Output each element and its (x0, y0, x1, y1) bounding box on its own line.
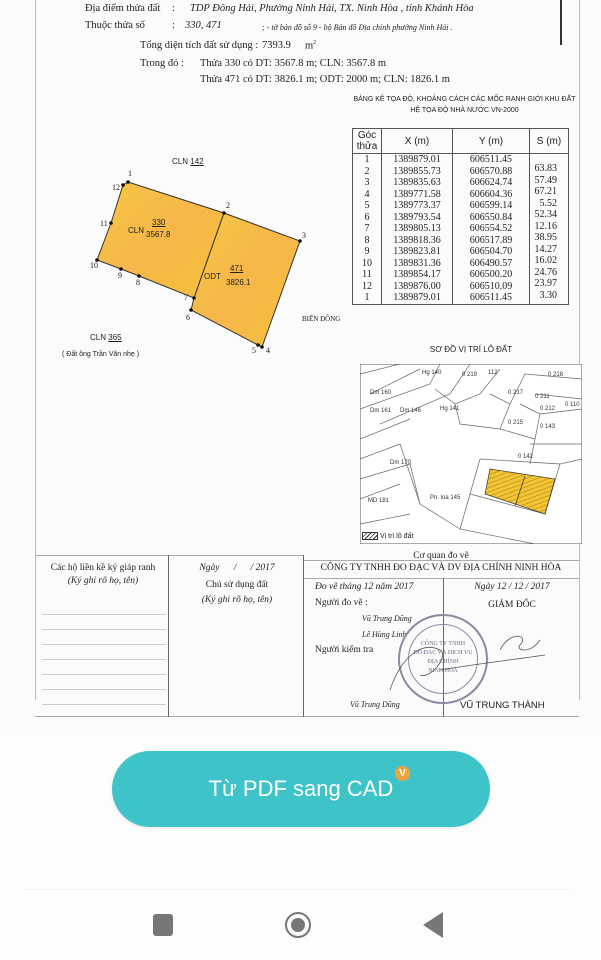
svg-text:0 219: 0 219 (462, 372, 478, 378)
svg-text:9: 9 (118, 271, 122, 280)
svg-text:5: 5 (252, 346, 256, 355)
east-boundary-label: BIỂN ĐÔNG (302, 315, 341, 323)
svg-text:7: 7 (184, 293, 188, 302)
table-row: 11 1389854.17 606500.20 (353, 269, 569, 281)
parcel-330-area: 3567.8 (146, 230, 171, 239)
svg-text:Dm 161: Dm 161 (370, 408, 392, 414)
svg-text:MD 181: MD 181 (368, 498, 390, 504)
south-neighbor-type: CLN (90, 333, 107, 342)
svg-text:0 215: 0 215 (508, 420, 524, 426)
north-neighbor-no: 142 (190, 157, 204, 166)
coord-table-title: BẢNG KÊ TỌA ĐỘ, KHOẢNG CÁCH CÁC MỐC RANH GIỚI KHU ĐẤT (353, 96, 576, 103)
location-map (360, 364, 582, 544)
header-corner: Góc thửa (353, 129, 382, 154)
north-arrow-icon (560, 0, 562, 45)
svg-text:Hg 140: Hg 140 (422, 370, 442, 376)
svg-text:8: 8 (136, 278, 140, 287)
svg-text:1: 1 (128, 169, 132, 178)
parcel-sketch (40, 150, 350, 370)
table-row: 2 1389855.73 606570.88 (353, 166, 569, 178)
total-area-label: Tổng diện tích đất sử dụng : (140, 40, 259, 51)
neighbor-signature-lines (42, 600, 166, 710)
coord-table-subtitle: HỆ TỌA ĐỘ NHÀ NƯỚC VN-2000 (410, 107, 519, 114)
checker-label: Người kiểm tra (315, 645, 374, 655)
north-neighbor-type: CLN (172, 157, 189, 166)
svg-text:10: 10 (90, 261, 98, 270)
signature-scribble-icon (380, 620, 550, 700)
table-row: 12 1389876.00 606510.09 (353, 281, 569, 293)
svg-text:Pn. loa 145: Pn. loa 145 (430, 495, 461, 501)
svg-text:0 218: 0 218 (548, 372, 564, 378)
south-owner-note: ( Đất ông Trần Văn nhẹ ) (62, 351, 140, 358)
table-row: 7 1389805.13 606554.52 (353, 223, 569, 235)
parcel-map-info: ; - tờ bản đồ số 9 - bộ Bản đồ Địa chính phường Ninh Hải . (262, 23, 453, 32)
table-row: 8 1389818.36 606517.89 (353, 235, 569, 247)
document-preview: Địa điểm thửa đất : TDP Đông Hải, Phường Ninh Hải, TX. Ninh Hòa , tỉnh Khánh Hòa Thuộc thửa số : 330, 471 ; - tờ bản đồ số 9 - bộ Bản đồ Địa chính phường Ninh Hải . Tổng diện tích đất sử dụng : 7393.9 $m^2$ Trong đó : Thửa 330 có DT: 3567.8 m; CLN: 3567.8 m Thửa 471 có DT: 3826.1 m; ODT: 2000 m; CLN: 1826.1 m BẢNG KÊ TỌA ĐỘ, KHOẢNG CÁCH CÁC MỐC RANH GIỚI KHU ĐẤT HỆ TỌA ĐỘ NHÀ NƯỚC VN-2000 Góc thửa X (m) Y (m) S (m) 1 1389879.01 606511.45 2 1389855.73 606570.88 3 1389835.63 606624.74 4 1389771.58 606604.36 5 1389773.37 606599.14 6 1389793.54 606550.84 7 1389805.13 606554.52 8 1389818.36 606517.89 9 1389823.81 606504.70 10 1389831.36 606490.57 11 1389854.17 606500.20 12 1389876.00 606510.09 1 1389879.01 606511.45 63.83 57.49 67.21 5.52 52.34 12.16 38.95 14.27 16.02 24.76 23.97 3.30 1 2 3 4 5 6 7 8 9 10 11 12 CLN 142 CLN 330 3567.8 ODT 471 3826.1 BIỂN ĐÔNG CLN 365 ( Đất ông Trần Văn nhẹ ) SƠ ĐỒ VỊ TRÍ LÔ ĐẤT Hg 140 0 219 112 0 218 0 217 0 211 0 212 0 110 Hg 141 0 215 0 143 0 142 Dm 160 Dm 161 Dm 146 Dm 170 MD 181 Pn. loa 145 Vị trí lô đất Các hộ liền kề ký giáp ranh (Ký ghi rõ họ, tên) Ngày / / 2017 Chủ sử dụng đất (Ký ghi rõ họ, tên) Cơ quan đo vẽ CÔNG TY TNHH ĐO ĐẠC VÀ DV ĐỊA CHÍNH NINH HÒA Đo vẽ tháng 12 năm 2017 Người đo vẽ : Vũ Trung Dũng Lê Hùng Linh Người kiểm tra Vũ Trung Dũng Ngày 12 / 12 / 2017 GIÁM ĐỐC VŨ TRUNG THÀNH CÔNG TY TNHH ĐO ĐẠC VÀ DỊCH VỤ ĐỊA CHÍNH NINH HÒA (0, 0, 601, 730)
parcel-330-no: 330 (152, 218, 166, 227)
parcel-330-line: Thửa 330 có DT: 3567.8 m; CLN: 3567.8 m (200, 58, 386, 69)
home-circle-icon (285, 912, 311, 938)
neighbors-subtitle: (Ký ghi rõ họ, tên) (67, 576, 139, 586)
svg-text:0 212: 0 212 (540, 406, 556, 412)
table-row: 4 1389771.58 606604.36 (353, 189, 569, 201)
survey-month: Đo vẽ tháng 12 năm 2017 (315, 582, 414, 592)
director-title: GIÁM ĐỐC (488, 600, 536, 610)
header-x: X (m) (382, 129, 453, 154)
parcel-471-area: 3826.1 (226, 278, 251, 287)
svg-text:0 142: 0 142 (518, 454, 534, 460)
svg-text:Dm 146: Dm 146 (400, 408, 422, 414)
table-row: 10 1389831.36 606490.57 (353, 258, 569, 270)
svg-text:3: 3 (302, 231, 306, 240)
back-triangle-icon (423, 912, 443, 938)
agency-label: Cơ quan đo vẽ (413, 551, 469, 561)
table-row: 6 1389793.54 606550.84 (353, 212, 569, 224)
svg-text:11: 11 (100, 219, 108, 228)
south-neighbor-no: 365 (108, 333, 122, 342)
navbar-divider (25, 889, 570, 890)
checker-name: Vũ Trung Dũng (350, 700, 400, 709)
location-value: TDP Đông Hải, Phường Ninh Hải, TX. Ninh Hòa , tỉnh Khánh Hòa (190, 3, 474, 14)
parcel-471-type: ODT (204, 272, 221, 281)
location-map-legend: Vị trí lô đất (379, 532, 414, 540)
surveyor-1: Vũ Trung Dũng (362, 614, 412, 623)
svg-text:Dm 170: Dm 170 (390, 460, 412, 466)
table-row: 3 1389835.63 606624.74 (353, 177, 569, 189)
svg-text:0 217: 0 217 (508, 390, 524, 396)
neighbors-title: Các hộ liền kề ký giáp ranh (50, 563, 156, 573)
square-icon (153, 914, 173, 936)
legend-hatch-icon (362, 532, 378, 540)
location-map-title: SƠ ĐỒ VỊ TRÍ LÔ ĐẤT (429, 345, 513, 354)
surveyor-2: Lê Hùng Linh (362, 630, 407, 639)
parcel-471-line: Thửa 471 có DT: 3826.1 m; ODT: 2000 m; CLN: 1826.1 m (200, 74, 450, 85)
svg-text:Dm 160: Dm 160 (370, 390, 392, 396)
back-button[interactable] (418, 910, 448, 940)
vip-badge-icon: V (395, 766, 410, 781)
svg-text:12: 12 (112, 183, 120, 192)
svg-text:6: 6 (186, 313, 190, 322)
sign-date: Ngày 12 / 12 / 2017 (474, 582, 550, 592)
location-label: Địa điểm thửa đất (85, 3, 161, 14)
owner-title: Chủ sử dụng đất (205, 580, 269, 590)
owner-subtitle: (Ký ghi rõ họ, tên) (201, 595, 273, 605)
table-row: 9 1389823.81 606504.70 (353, 246, 569, 258)
svg-text:0 143: 0 143 (540, 424, 556, 430)
svg-text:0 110: 0 110 (565, 402, 580, 408)
svg-text:2: 2 (226, 201, 230, 210)
parcel-value: 330, 471 (185, 20, 222, 31)
official-stamp-icon: CÔNG TY TNHH ĐO ĐẠC VÀ DỊCH VỤ ĐỊA CHÍNH NINH HÒA (398, 614, 488, 704)
home-button[interactable] (283, 910, 313, 940)
table-row: 1 1389879.01 606511.45 (353, 154, 569, 166)
owner-date: Ngày / / 2017 (199, 563, 275, 573)
table-row: 5 1389773.37 606599.14 (353, 200, 569, 212)
parcel-330-type: CLN (128, 226, 145, 235)
parcel-label: Thuộc thửa số (85, 20, 145, 31)
pdf-to-cad-button[interactable] (112, 751, 490, 827)
page-border-left (35, 0, 36, 700)
of-which-label: Trong đó : (140, 58, 184, 69)
agency-name: CÔNG TY TNHH ĐO ĐẠC VÀ DV ĐỊA CHÍNH NINH HÒA (320, 563, 562, 573)
pdf-to-cad-label: Từ PDF sang CAD (208, 776, 394, 801)
svg-text:Hg 141: Hg 141 (440, 406, 460, 412)
total-area-value: 7393.9 (262, 40, 291, 51)
parcel-471-no: 471 (230, 264, 244, 273)
header-y: Y (m) (453, 129, 530, 154)
table-row: 1 1389879.01 606511.45 (353, 292, 569, 304)
recent-apps-button[interactable] (148, 910, 178, 940)
director-name: VŨ TRUNG THÀNH (460, 700, 545, 711)
svg-text:4: 4 (266, 346, 270, 355)
svg-text:112: 112 (488, 370, 498, 376)
header-s: S (m) (530, 129, 569, 154)
surveyor-label: Người đo vẽ : (315, 598, 368, 608)
distance-column: 63.83 57.49 67.21 5.52 52.34 12.16 38.95 14.27 16.02 24.76 23.97 3.30 (534, 163, 557, 301)
svg-text:0 211: 0 211 (535, 394, 550, 400)
